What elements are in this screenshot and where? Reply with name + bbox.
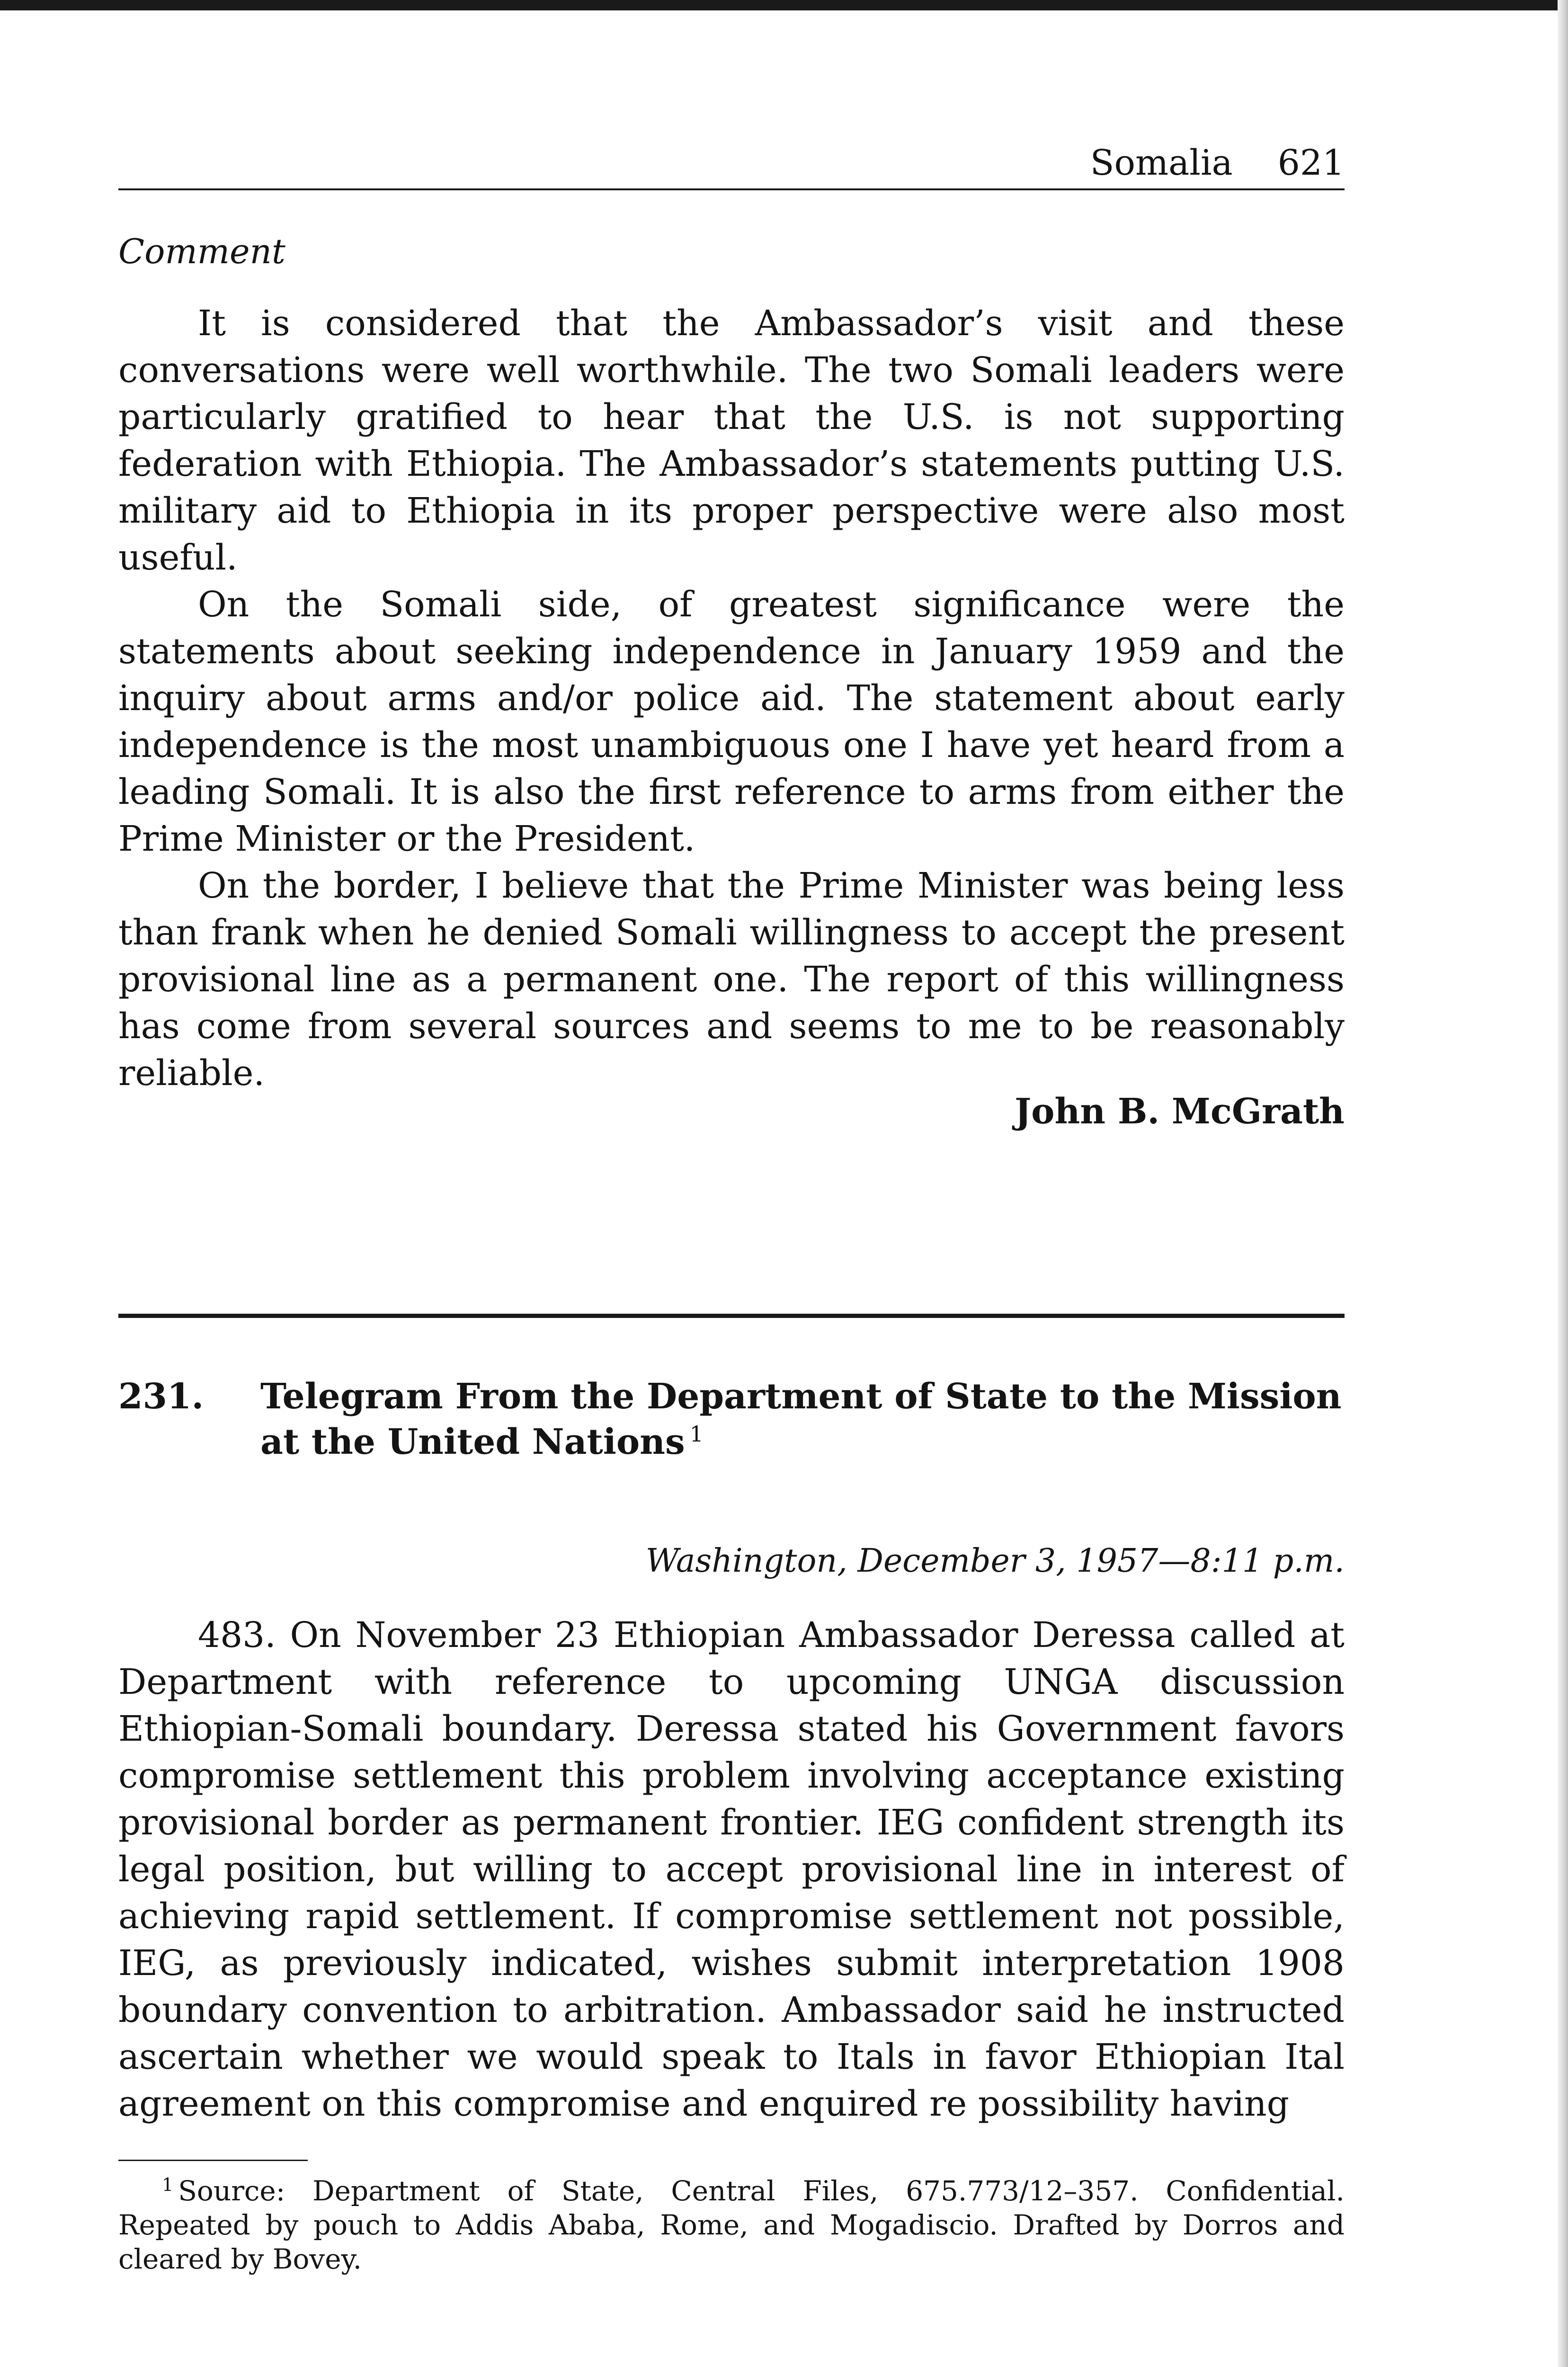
footnote [118, 2174, 1345, 2276]
page-number: 621 [1277, 142, 1345, 183]
book-page [118, 0, 1345, 2367]
running-head-title: Somalia [1090, 142, 1233, 183]
signature: John B. McGrath [1015, 1091, 1345, 1132]
document-title: Telegram From the Department of State to the Mission at the United Nations [260, 1376, 1342, 1462]
footnote-reference: 1 [689, 1421, 704, 1447]
section-divider [118, 1314, 1345, 1318]
footnote-text: Source: Department of State, Central Files, 675.773/12–357. Confidential. Repeated by pouch to Addis Ababa, Rome, and Mogadiscio. Drafted by Dorros and cleared by Bovey. [118, 2175, 1345, 2275]
footnote-rule [118, 2160, 308, 2161]
document-number: 231. [118, 1376, 204, 1417]
comment-paragraph: On the border, I believe that the Prime Minister was being less than frank when he denied Somali willingness to accept the present provisional line as a permanent one. The report of this willingness has come from several sources and seems to me to be reasonably reliable. [118, 865, 1345, 1094]
page-binding-edge [1558, 0, 1568, 2367]
comment-body [118, 300, 1345, 1097]
comment-paragraph: It is considered that the Ambassador’s visit and these conversations were well worthwhile. The two Somali leaders were particularly gratified to hear that the U.S. is not supporting federation with Ethiopia. The Ambassador’s statements putting U.S. military aid to Ethiopia in its proper perspective were also most useful. [118, 303, 1345, 578]
telegram-body [118, 1612, 1345, 2127]
document-title-block [260, 1374, 1345, 1465]
comment-paragraph: On the Somali side, of greatest significance were the statements about seeking independence in January 1959 and the inquiry about arms and/or police aid. The statement about early independence is the most unambiguous one I have yet heard from a leading Somali. It is also the first reference to arms from either the Prime Minister or the President. [118, 584, 1345, 859]
dateline: Washington, December 3, 1957—8:11 p.m. [645, 1542, 1345, 1580]
telegram-paragraph: 483. On November 23 Ethiopian Ambassador Deressa called at Department with reference to upcoming UNGA discussion Ethiopian-Somali boundary. Deressa stated his Government favors compromise settlement this problem involving acceptance existing provisional border as permanent frontier. IEG confident strength its legal position, but willing to accept provisional line in interest of achieving rapid settlement. If compromise settlement not possible, IEG, as previously indicated, wishes submit interpretation 1908 boundary convention to arbitration. Ambassador said he instructed ascertain whether we would speak to Itals in favor Ethiopian Ital agreement on this compromise and enquired re possibility having [118, 1615, 1345, 2124]
footnote-marker: 1 [162, 2174, 174, 2195]
comment-heading: Comment [118, 231, 285, 271]
running-head [118, 137, 1345, 190]
